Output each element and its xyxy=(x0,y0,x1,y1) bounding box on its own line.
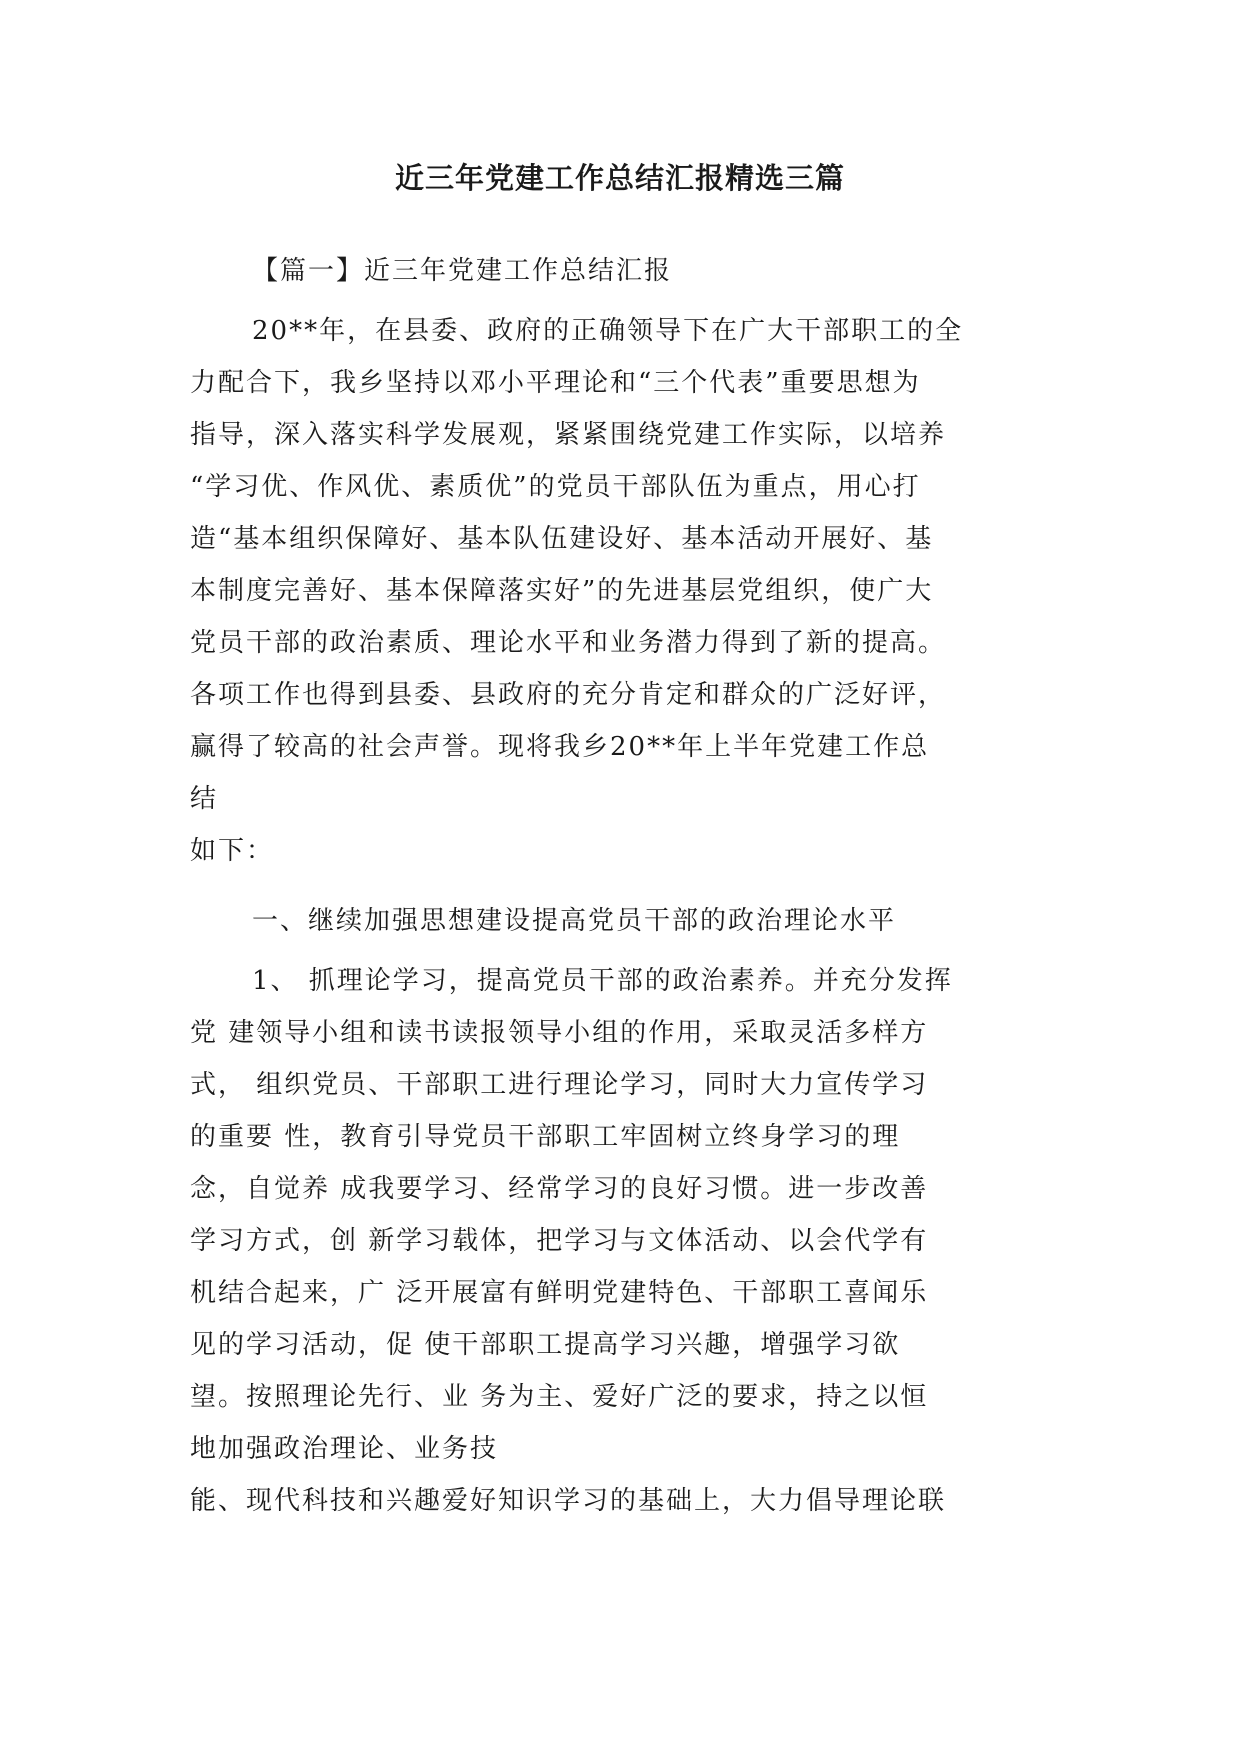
paragraph-line: 指导，深入落实科学发展观，紧紧围绕党建工作实际，以培养 xyxy=(190,420,947,450)
paragraph-line: 造“基本组织保障好、基本队伍建设好、基本活动开展好、基 xyxy=(190,524,934,554)
paragraph-line: 地加强政治理论、业务技 xyxy=(190,1434,499,1464)
paragraph-line: 见的学习活动，促 使干部职工提高学习兴趣，增强学习欲 xyxy=(190,1330,901,1360)
section-heading: 【篇一】近三年党建工作总结汇报 xyxy=(252,256,673,286)
paragraph-line: 结 xyxy=(190,784,219,814)
document-body xyxy=(190,245,1060,1527)
paragraph-line: 本制度完善好、基本保障落实好”的先进基层党组织，使广大 xyxy=(190,576,934,606)
paragraph-line: 式， 组织党员、干部职工进行理论学习，同时大力宣传学习 xyxy=(190,1070,929,1100)
paragraph-line: “学习优、作风优、素质优”的党员干部队伍为重点，用心打 xyxy=(190,472,921,502)
paragraph-line: 念，自觉养 成我要学习、经常学习的良好习惯。进一步改善 xyxy=(190,1174,929,1204)
paragraph-line: 望。按照理论先行、业 务为主、爱好广泛的要求，持之以恒 xyxy=(190,1382,929,1412)
paragraph-line: 的重要 性，教育引导党员干部职工牢固树立终身学习的理 xyxy=(190,1122,901,1152)
paragraph-line: 机结合起来，广 泛开展富有鲜明党建特色、干部职工喜闻乐 xyxy=(190,1278,929,1308)
paragraph-line: 党 建领导小组和读书读报领导小组的作用，采取灵活多样方 xyxy=(190,1018,929,1048)
paragraph-line: 如下： xyxy=(190,836,275,866)
paragraph-theory-study xyxy=(190,955,1060,1527)
paragraph-line: 学习方式，创 新学习载体，把学习与文体活动、以会代学有 xyxy=(190,1226,929,1256)
paragraph-line: 赢得了较高的社会声誉。现将我乡20**年上半年党建工作总 xyxy=(190,732,930,762)
paragraph-line: 各项工作也得到县委、县政府的充分肯定和群众的广泛好评， xyxy=(190,680,947,710)
paragraph-line: 20**年，在县委、政府的正确领导下在广大干部职工的全 xyxy=(252,316,964,346)
paragraph-line: 能、现代科技和兴趣爱好知识学习的基础上，大力倡导理论联 xyxy=(190,1486,947,1516)
paragraph-line: 1、 抓理论学习，提高党员干部的政治素养。并充分发挥 xyxy=(252,966,953,996)
paragraph-intro xyxy=(190,305,1060,877)
paragraph-line: 力配合下，我乡坚持以邓小平理论和“三个代表”重要思想为 xyxy=(190,368,921,398)
paragraph-line: 党员干部的政治素质、理论水平和业务潜力得到了新的提高。 xyxy=(190,628,947,658)
subheading: 一、继续加强思想建设提高党员干部的政治理论水平 xyxy=(252,906,897,936)
document-title: 近三年党建工作总结汇报精选三篇 xyxy=(394,161,845,195)
